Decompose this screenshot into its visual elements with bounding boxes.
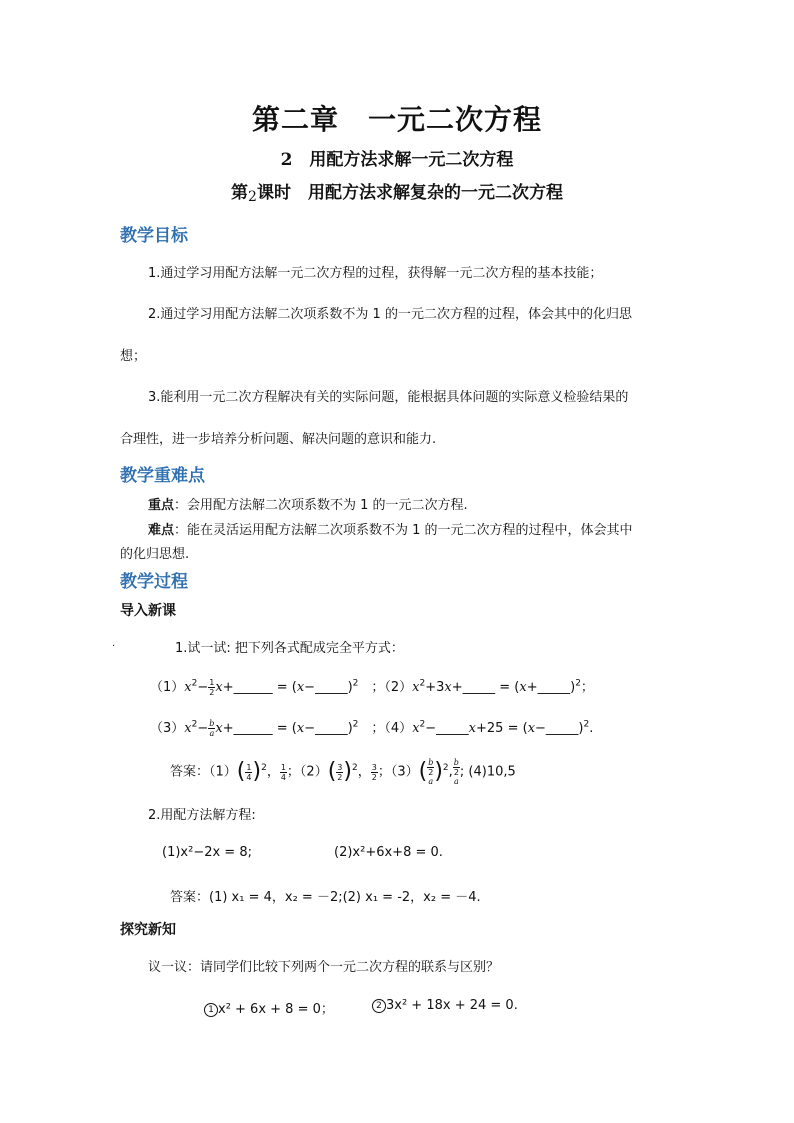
equation-1: (1)x²−2x = 8; [162,845,252,860]
difficult-text: ：能在灵活运用配方法解二次项系数不为 1 的一元二次方程的过程中，体会其中 [174,523,633,538]
try-it-prompt: 1.试一试: 把下列各式配成完全平方式： [175,641,404,656]
objective-3-line1: 3.能利用一元二次方程解决有关的实际问题，能根据具体问题的实际意义检验结果的 [148,390,629,405]
solve-heading: 2.用配方法解方程: [148,808,256,823]
compare-eq-2 [372,998,518,1013]
solve-answer: 答案：(1) x₁ = 4，x₂ = －2;(2) x₁ = -2，x₂ = －4. [170,890,481,905]
circled-two-icon: 2 [372,999,386,1013]
compare-eq-1 [204,998,334,1017]
key-point [148,494,468,513]
objective-2-line2: 想； [120,349,147,364]
difficult-point [148,519,633,538]
circled-one-icon: 1 [204,1003,218,1017]
explore-heading: 探究新知 [120,922,176,938]
stray-bullet: . [112,638,116,649]
session-title [0,178,794,203]
difficult-label: 难点 [148,523,175,538]
answer-label: 答案： [170,764,210,780]
exercise-row-2: $(3)x^2-$ $\frac{b}{a}$ x+______ = (x−_____)$^2$ ；$(4)x^2-\_\_\_\_\_x+25$ = (x−_____)$^2$. [150,719,594,738]
chapter-title: 第二章 一元二次方程 [251,103,542,136]
exercise-row-1: $(1)x^2-$ $\frac{1}{2}$ x+______ = (x−_____)$^2$ ；$(2)x^2+3x+\_\_\_\_\_$ = (x+_____)$^2$； [150,678,594,697]
difficult-point-line2: 的化归思想. [120,547,190,562]
objective-2-line1: 2.通过学习用配方法解二次项系数不为 1 的一元二次方程的过程，体会其中的化归思 [148,307,632,322]
objectives-heading: 教学目标 [120,226,188,246]
intro-heading: 导入新课 [120,603,176,619]
key-label: 重点 [148,498,175,513]
objective-3-line2: 合理性，进一步培养分析问题、解决问题的意识和能力. [120,432,437,447]
process-heading: 教学过程 [120,572,188,592]
answer-row-1: 答案：（1）( $\frac{1}{4}$ )$^2$， $\frac{1}{4}$ ；（2）( $\frac{3}{2}$ )$^2$， $\frac{3}{2}$ ；（3）( b 2 a )$^2$, b 2 a ; (4)10,5 [170,758,516,786]
objective-1: 1.通过学习用配方法解一元二次方程的过程，获得解一元二次方程的基本技能； [148,266,603,281]
compare-eq-2-text: 3x² + 18x + 24 = 0. [386,998,518,1013]
answer-4: ; (4)10,5 [459,764,516,780]
key-text: ：会用配方法解二次项系数不为 1 的一元二次方程. [174,498,468,513]
compare-eq-1-text: x² + 6x + 8 = 0； [218,1002,334,1017]
lesson-title: 2 用配方法求解一元二次方程 [280,150,514,170]
equation-2: (2)x²+6x+8 = 0. [334,845,443,860]
discuss-prompt: 议一议：请同学们比较下列两个一元二次方程的联系与区别？ [148,960,500,975]
key-points-heading: 教学重难点 [120,466,205,486]
session-prefix: 第 [231,183,249,203]
session-suffix: 课时 用配方法求解复杂的一元二次方程 [256,183,563,203]
session-number: 2 [248,189,257,205]
